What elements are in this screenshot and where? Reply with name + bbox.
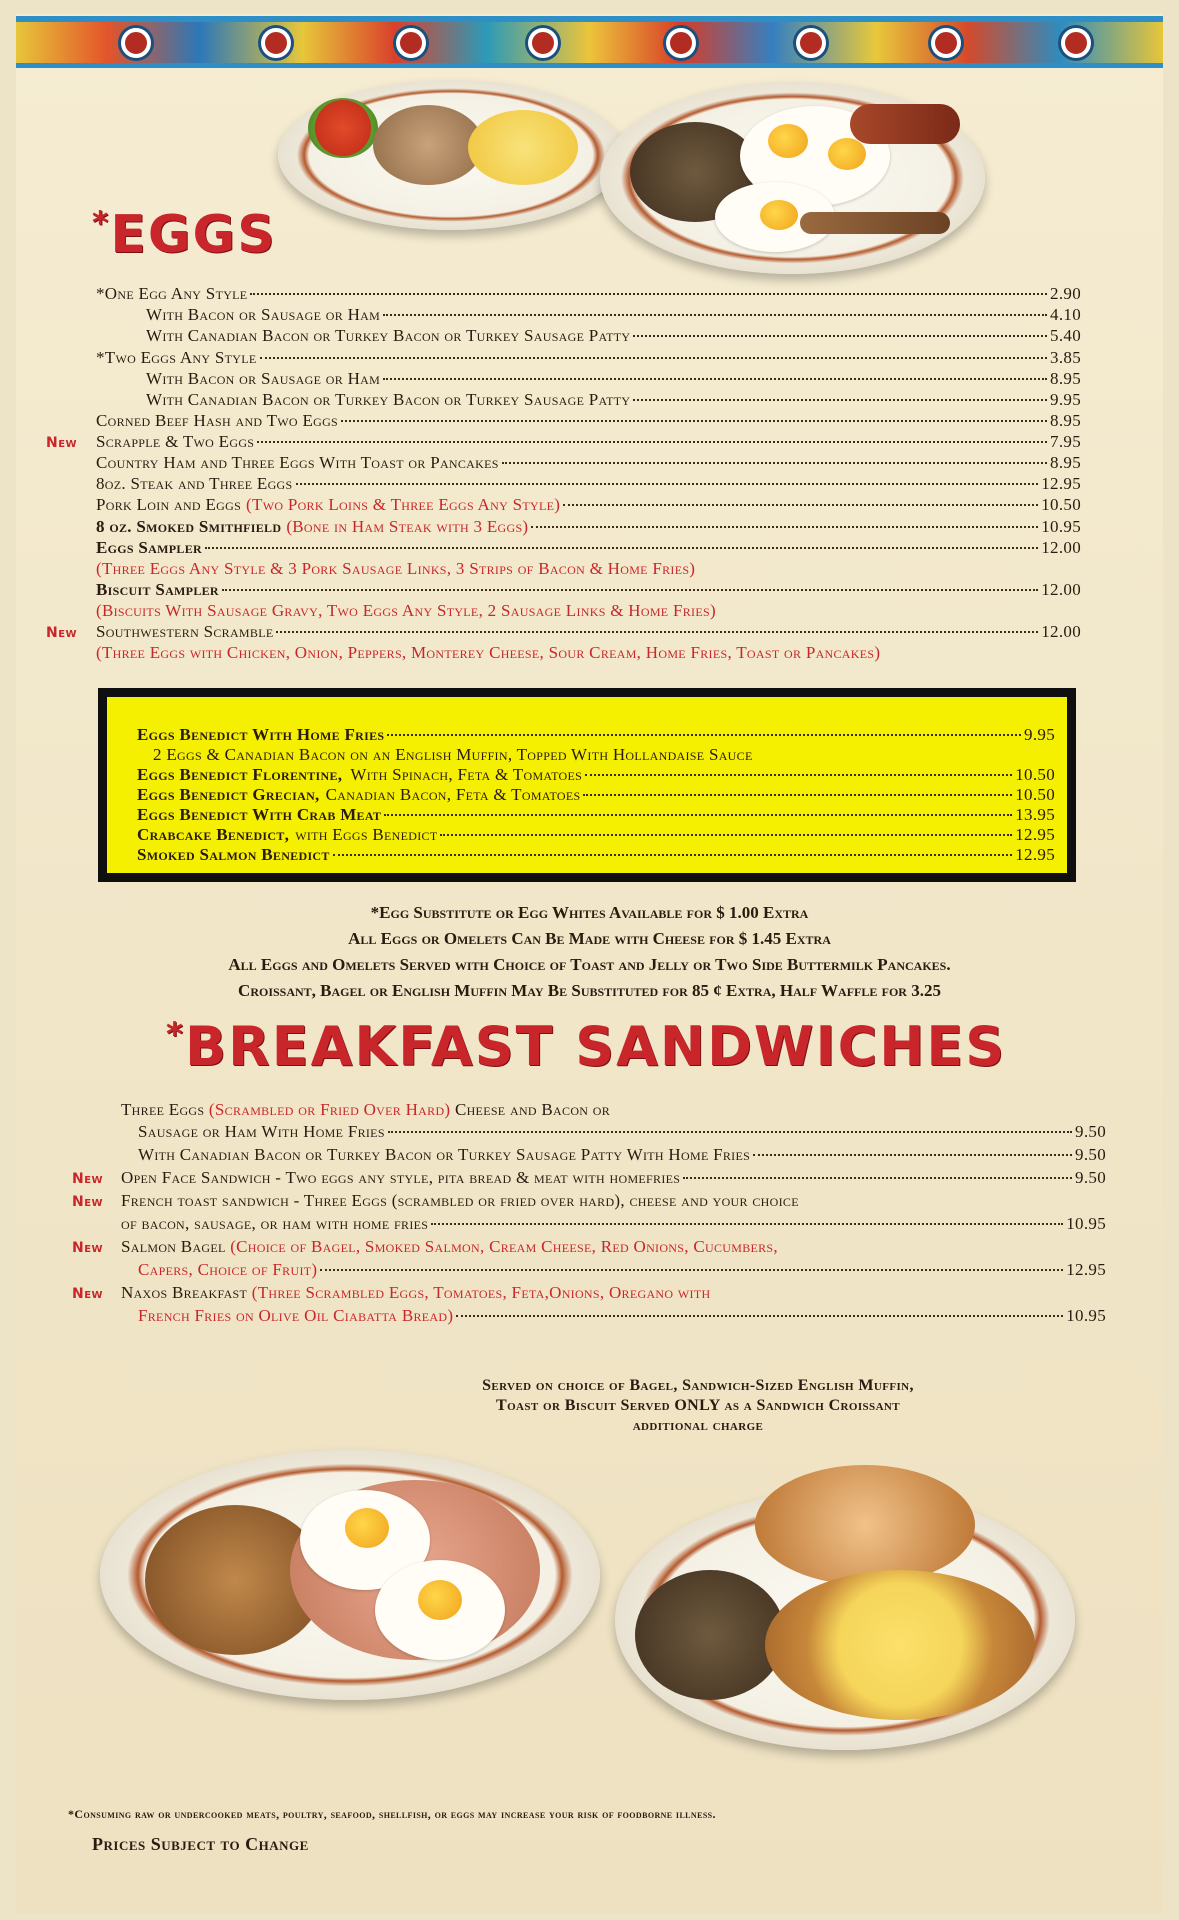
- menu-item: Corned Beef Hash and Two Eggs 8.95: [96, 411, 1081, 430]
- menu-item: Biscuit Sampler 12.00: [96, 580, 1081, 599]
- new-badge: New: [72, 1240, 104, 1256]
- menu-item: Crabcake Benedict, with Eggs Benedict 12.95: [137, 825, 1055, 844]
- menu-item: Eggs Benedict With Home Fries 9.95: [137, 725, 1055, 744]
- menu-item: Southwestern Scramble 12.00: [96, 622, 1081, 641]
- new-badge: New: [72, 1194, 104, 1210]
- new-badge: New: [46, 625, 78, 641]
- menu-item: Capers, Choice of Fruit) 12.95: [138, 1260, 1106, 1279]
- breakfast-sandwiches-title: *BREAKFAST SANDWICHES: [166, 1015, 1007, 1078]
- menu-item: Eggs Benedict Grecian, Canadian Bacon, Feta & Tomatoes 10.50: [137, 785, 1055, 804]
- bagel-sandwich-plate-image: [615, 1490, 1075, 1750]
- new-badge: New: [46, 435, 78, 451]
- pork-loin-plate-image: [278, 80, 624, 230]
- menu-item-description: (Three Eggs Any Style & 3 Pork Sausage Links, 3 Strips of Bacon & Home Fries): [96, 559, 696, 578]
- menu-item: *One Egg Any Style 2.90: [96, 284, 1081, 303]
- eggs-benedict-box: [98, 688, 1076, 882]
- eggs-title: *EGGS: [92, 205, 277, 265]
- new-badge: New: [72, 1171, 104, 1187]
- menu-item: Eggs Sampler 12.00: [96, 538, 1081, 557]
- decorative-border: [16, 16, 1163, 68]
- menu-item: Salmon Bagel (Choice of Bagel, Smoked Salmon, Cream Cheese, Red Onions, Cucumbers,: [121, 1237, 778, 1256]
- menu-item: Country Ham and Three Eggs With Toast or Pancakes 8.95: [96, 453, 1081, 472]
- ham-eggs-plate-image: [100, 1450, 600, 1700]
- note-substitution: Croissant, Bagel or English Muffin May Be Substituted for 85 ¢ Extra, Half Waffle for 3.25: [238, 981, 941, 1000]
- sandwich-intro: Three Eggs (Scrambled or Fried Over Hard) Cheese and Bacon or: [121, 1100, 611, 1119]
- menu-item: Sausage or Ham With Home Fries 9.50: [138, 1122, 1106, 1141]
- menu-item: Smoked Salmon Benedict 12.95: [137, 845, 1055, 864]
- menu-item: French Fries on Olive Oil Ciabatta Bread) 10.95: [138, 1306, 1106, 1325]
- menu-item: Scrapple & Two Eggs 7.95: [96, 432, 1081, 451]
- eggs-bacon-plate-image: [600, 82, 985, 274]
- menu-item: Eggs Benedict Florentine, With Spinach, Feta & Tomatoes 10.50: [137, 765, 1055, 784]
- menu-item-description: (Three Eggs with Chicken, Onion, Peppers, Monterey Cheese, Sour Cream, Home Fries, Toast or Pancakes): [96, 643, 881, 662]
- new-badge: New: [72, 1286, 104, 1302]
- menu-item: With Canadian Bacon or Turkey Bacon or Turkey Sausage Patty 9.95: [146, 390, 1081, 409]
- menu-item: With Canadian Bacon or Turkey Bacon or Turkey Sausage Patty 5.40: [146, 326, 1081, 345]
- menu-item: Open Face Sandwich - Two eggs any style, pita bread & meat with homefries 9.50: [121, 1168, 1106, 1187]
- menu-item: 8 oz. Smoked Smithfield (Bone in Ham Steak with 3 Eggs) 10.95: [96, 517, 1081, 536]
- note-egg-substitute: *Egg Substitute or Egg Whites Available for $ 1.00 Extra: [370, 903, 809, 922]
- menu-item: Naxos Breakfast (Three Scrambled Eggs, Tomatoes, Feta,Onions, Oregano with: [121, 1283, 711, 1302]
- note-cheese: All Eggs or Omelets Can Be Made with Cheese for $ 1.45 Extra: [348, 929, 831, 948]
- foodborne-warning: *Consuming raw or undercooked meats, poultry, seafood, shellfish, or eggs may increase your risk of foodborne illness.: [68, 1807, 716, 1821]
- menu-item: With Bacon or Sausage or Ham 8.95: [146, 369, 1081, 388]
- served-note: Served on choice of Bagel, Sandwich-Sized English Muffin, Toast or Biscuit Served ONLY as a Sandwich Croissant additional charge: [482, 1377, 914, 1434]
- menu-item: of bacon, sausage, or ham with home fries 10.95: [121, 1214, 1106, 1233]
- menu-item: Pork Loin and Eggs (Two Pork Loins & Three Eggs Any Style) 10.50: [96, 495, 1081, 514]
- note-toast: All Eggs and Omelets Served with Choice of Toast and Jelly or Two Side Buttermilk Pancakes.: [228, 955, 951, 974]
- menu-item: French toast sandwich - Three Eggs (scrambled or fried over hard), cheese and your choice: [121, 1191, 799, 1210]
- menu-item: 8oz. Steak and Three Eggs 12.95: [96, 474, 1081, 493]
- menu-item-description: 2 Eggs & Canadian Bacon on an English Muffin, Topped With Hollandaise Sauce: [153, 745, 753, 764]
- menu-item: Eggs Benedict With Crab Meat 13.95: [137, 805, 1055, 824]
- menu-item: With Canadian Bacon or Turkey Bacon or Turkey Sausage Patty With Home Fries 9.50: [138, 1145, 1106, 1164]
- menu-item: With Bacon or Sausage or Ham 4.10: [146, 305, 1081, 324]
- menu-item-description: (Biscuits With Sausage Gravy, Two Eggs Any Style, 2 Sausage Links & Home Fries): [96, 601, 716, 620]
- prices-subject-to-change: Prices Subject to Change: [92, 1834, 309, 1854]
- menu-item: *Two Eggs Any Style 3.85: [96, 348, 1081, 367]
